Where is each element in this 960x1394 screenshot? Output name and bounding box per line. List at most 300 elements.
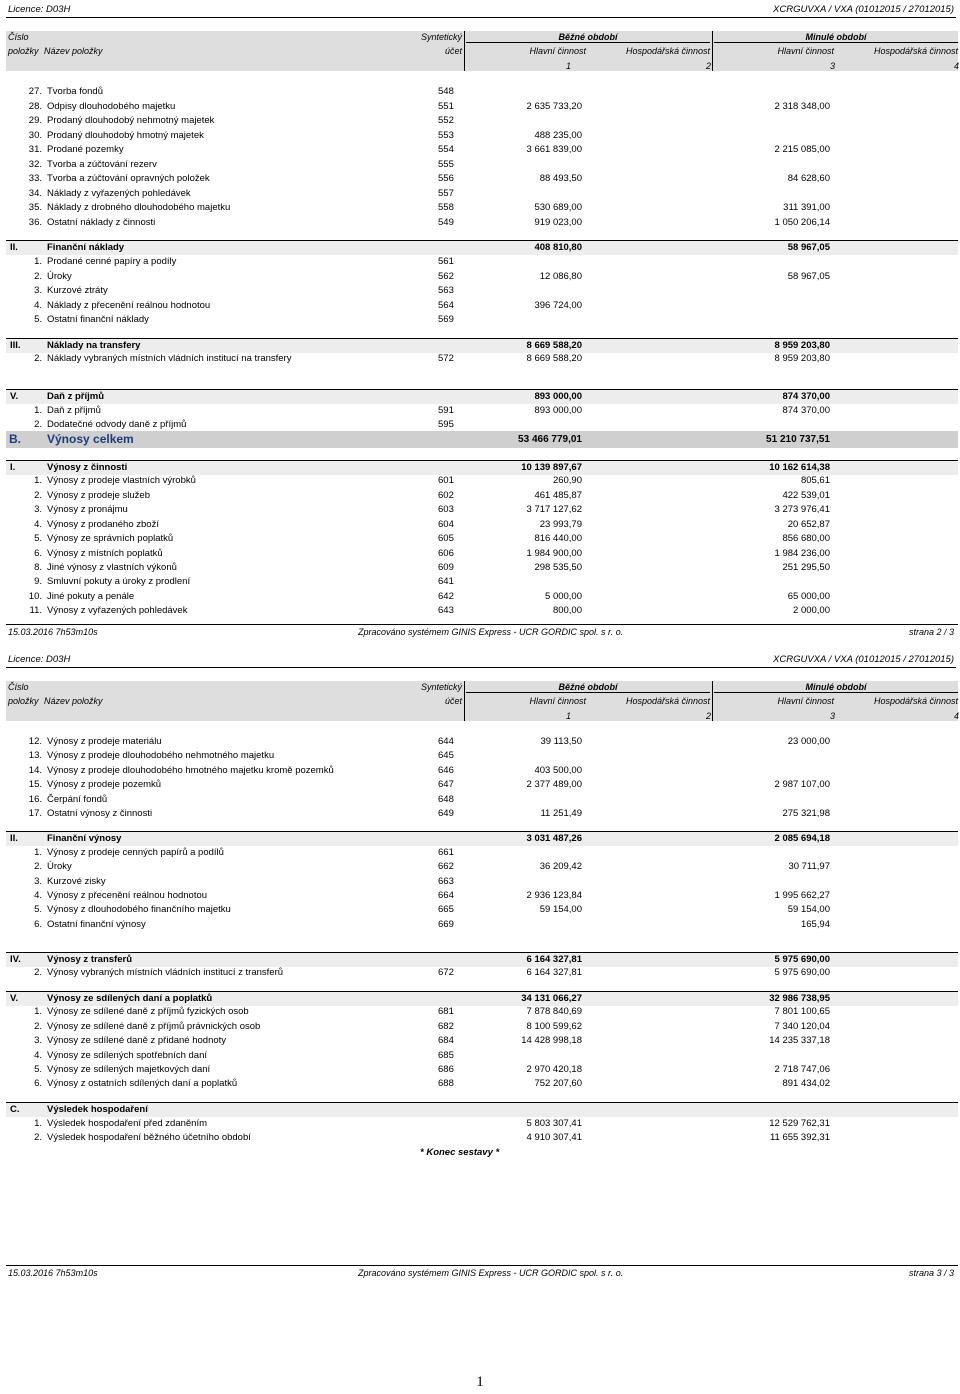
col-hlavni-minule: Hlavní činnost xyxy=(777,696,834,706)
row-value-current-main: 2 936 123,84 xyxy=(526,890,582,901)
header-rule xyxy=(6,667,956,668)
section-row xyxy=(6,240,958,255)
row-name: Výnosy z prodeje dlouhodobého hmotného majetku kromě pozemků xyxy=(47,765,334,776)
row-account: 645 xyxy=(438,750,454,761)
row-value-current-main: 6 164 327,81 xyxy=(526,954,582,965)
row-account: 688 xyxy=(438,1078,454,1089)
row-value-current-main: 800,00 xyxy=(552,605,582,616)
row-value-current-main: 10 139 897,67 xyxy=(521,462,582,473)
row-name: Úroky xyxy=(47,861,72,872)
col-nazev: Název položky xyxy=(44,46,103,56)
row-name: Smluvní pokuty a úroky z prodlení xyxy=(47,576,191,587)
row-value-previous-main: 7 801 100,65 xyxy=(774,1006,830,1017)
row-account: 602 xyxy=(438,490,454,501)
row-value-current-main: 12 086,80 xyxy=(539,271,582,282)
table-row xyxy=(6,735,958,749)
row-name: Dodatečné odvody daně z příjmů xyxy=(47,419,187,430)
col-bezne-obdobi: Běžné období xyxy=(466,32,710,43)
row-account: 553 xyxy=(438,130,454,141)
col-minule-obdobi: Minulé období xyxy=(714,32,958,43)
row-name: Výnosy z transferů xyxy=(47,954,132,965)
row-value-previous-main: 2 987 107,00 xyxy=(774,779,830,790)
table-row xyxy=(6,299,958,313)
footer-system: Zpracováno systémem GINIS Express - UCR GORDIC spol. s r. o. xyxy=(358,1268,624,1278)
row-name: Prodané pozemky xyxy=(47,144,124,155)
section-row xyxy=(6,389,958,404)
row-name: Ostatní finanční výnosy xyxy=(47,919,146,930)
row-account: 609 xyxy=(438,562,454,573)
table-row xyxy=(6,284,958,298)
row-value-current-main: 488 235,00 xyxy=(534,130,582,141)
row-number: 33. xyxy=(28,173,42,184)
row-name: Výnosy z dlouhodobého finančního majetku xyxy=(47,904,231,915)
col-index-2: 2 xyxy=(706,61,712,71)
row-name: Výnosy ze sdílené daně z příjmů právnických osob xyxy=(47,1021,261,1032)
table-row xyxy=(6,158,958,172)
row-name: Náklady na transfery xyxy=(47,340,141,351)
table-row xyxy=(6,561,958,575)
row-account: 664 xyxy=(438,890,454,901)
row-account: 649 xyxy=(438,808,454,819)
report-id-label: XCRGUVXA / VXA (01012015 / 27012015) xyxy=(773,654,954,665)
row-value-current-main: 8 669 588,20 xyxy=(526,353,582,364)
row-value-previous-main: 2 318 348,00 xyxy=(774,101,830,112)
row-value-current-main: 403 500,00 xyxy=(534,765,582,776)
col-index-1: 1 xyxy=(566,711,572,721)
row-account: 561 xyxy=(438,256,454,267)
column-header xyxy=(6,31,958,71)
row-number: 5. xyxy=(34,1064,42,1075)
row-number: 5. xyxy=(34,904,42,915)
row-value-previous-main: 7 340 120,04 xyxy=(774,1021,830,1032)
row-number: 34. xyxy=(28,188,42,199)
col-ucet: účet xyxy=(444,46,462,56)
row-value-current-main: 2 970 420,18 xyxy=(526,1064,582,1075)
row-name: Náklady z vyřazených pohledávek xyxy=(47,188,191,199)
footer-page: strana 2 / 3 xyxy=(908,627,954,637)
row-name: Výnosy z pronájmu xyxy=(47,504,128,515)
row-name: Výnosy ze sdílených spotřebních daní xyxy=(47,1050,208,1061)
row-name: Odpisy dlouhodobého majetku xyxy=(47,101,176,112)
table-row xyxy=(6,489,958,503)
table-row xyxy=(6,793,958,807)
row-number: 11. xyxy=(29,605,42,616)
row-number: 3. xyxy=(34,504,42,515)
row-name: Výnosy z prodeje dlouhodobého nehmotného majetku xyxy=(47,750,275,761)
section-row xyxy=(6,338,958,353)
row-value-current-main: 23 993,79 xyxy=(539,519,582,530)
row-value-current-main: 7 878 840,69 xyxy=(526,1006,582,1017)
col-cislo: Číslo xyxy=(8,682,29,692)
col-polozky: položky xyxy=(8,696,39,706)
col-hlavni-bezne: Hlavní činnost xyxy=(529,696,586,706)
table-row xyxy=(6,547,958,561)
row-account: 548 xyxy=(438,86,454,97)
col-hlavni-minule: Hlavní činnost xyxy=(777,46,834,56)
table-row xyxy=(6,1131,958,1145)
footer-date: 15.03.2016 7h53m10s xyxy=(8,627,98,637)
report-id-label: XCRGUVXA / VXA (01012015 / 27012015) xyxy=(773,4,954,15)
col-ucet: účet xyxy=(444,696,462,706)
row-name: Výnosy z ostatních sdílených daní a poplatků xyxy=(47,1078,238,1089)
row-value-previous-main: 5 975 690,00 xyxy=(774,967,830,978)
row-value-current-main: 752 207,60 xyxy=(534,1078,582,1089)
row-value-previous-main: 3 273 976,41 xyxy=(774,504,830,515)
table-row xyxy=(6,1005,958,1019)
row-number: 1. xyxy=(34,1118,42,1129)
row-account: 642 xyxy=(438,591,454,602)
row-number: II. xyxy=(10,242,18,253)
row-value-previous-main: 874 370,00 xyxy=(782,391,830,402)
row-value-previous-main: 2 718 747,06 xyxy=(774,1064,830,1075)
row-value-current-main: 2 635 733,20 xyxy=(526,101,582,112)
col-index-3: 3 xyxy=(830,61,836,71)
row-name: Náklady z drobného dlouhodobého majetku xyxy=(47,202,231,213)
table-row xyxy=(6,749,958,763)
row-value-previous-main: 59 154,00 xyxy=(787,904,830,915)
table-row xyxy=(6,114,958,128)
table-row xyxy=(6,201,958,215)
row-value-previous-main: 8 959 203,80 xyxy=(774,340,830,351)
row-number: 30. xyxy=(28,130,42,141)
row-account: 686 xyxy=(438,1064,454,1075)
row-number: 1. xyxy=(34,256,42,267)
row-number: 1. xyxy=(34,475,42,486)
row-name: Výnosy z místních poplatků xyxy=(47,548,163,559)
row-value-previous-main: 874 370,00 xyxy=(782,405,830,416)
row-value-current-main: 34 131 066,27 xyxy=(521,993,582,1004)
licence-label: Licence: D03H xyxy=(8,4,71,15)
col-index-2: 2 xyxy=(706,711,712,721)
row-number: 2. xyxy=(34,861,42,872)
row-number: 29. xyxy=(28,115,42,126)
licence-label: Licence: D03H xyxy=(8,654,71,665)
row-number: 12. xyxy=(28,736,42,747)
row-value-current-main: 919 023,00 xyxy=(534,217,582,228)
section-row xyxy=(6,952,958,967)
table-row xyxy=(6,1117,958,1131)
row-account: 563 xyxy=(438,285,454,296)
row-account: 564 xyxy=(438,300,454,311)
table-row xyxy=(6,503,958,517)
table-row xyxy=(6,85,958,99)
table-row xyxy=(6,860,958,874)
row-value-current-main: 408 810,80 xyxy=(534,242,582,253)
row-value-current-main: 3 661 839,00 xyxy=(526,144,582,155)
col-index-4: 4 xyxy=(954,61,960,71)
row-number: 2. xyxy=(34,1021,42,1032)
row-number: II. xyxy=(10,833,18,844)
col-hosp-minule: Hospodářská činnost xyxy=(873,46,958,56)
row-number: 4. xyxy=(34,1050,42,1061)
table-row xyxy=(6,404,958,418)
row-value-previous-main: 311 391,00 xyxy=(783,202,830,213)
row-name: Výnosy z prodeje služeb xyxy=(47,490,150,501)
row-number: 5. xyxy=(34,314,42,325)
row-value-previous-main: 1 984 236,00 xyxy=(774,548,830,559)
row-number: I. xyxy=(10,462,16,473)
row-number: 35. xyxy=(28,202,42,213)
table-row xyxy=(6,532,958,546)
row-number: 8. xyxy=(34,562,42,573)
column-divider xyxy=(712,31,713,71)
row-number: 32. xyxy=(28,159,42,170)
end-of-report: * Konec sestavy * xyxy=(420,1147,500,1158)
col-synteticky: Syntetický xyxy=(420,32,462,42)
row-number: 28. xyxy=(28,101,42,112)
row-account: 663 xyxy=(438,876,454,887)
grand-total-row xyxy=(6,431,958,448)
row-number: B. xyxy=(9,432,21,446)
table-row xyxy=(6,764,958,778)
row-number: 5. xyxy=(34,533,42,544)
row-name: Výnosy z prodaného zboží xyxy=(47,519,159,530)
row-name: Prodané cenné papíry a podíly xyxy=(47,256,177,267)
row-name: Tvorba fondů xyxy=(47,86,103,97)
row-account: 605 xyxy=(438,533,454,544)
col-hlavni-bezne: Hlavní činnost xyxy=(529,46,586,56)
row-account: 641 xyxy=(438,576,454,587)
row-number: 15. xyxy=(28,779,42,790)
row-account: 662 xyxy=(438,861,454,872)
col-hosp-bezne: Hospodářská činnost xyxy=(625,46,710,56)
row-account: 661 xyxy=(438,847,454,858)
page-footer xyxy=(6,1265,958,1278)
row-value-previous-main: 2 215 085,00 xyxy=(774,144,830,155)
section-row xyxy=(6,991,958,1006)
row-account: 643 xyxy=(438,605,454,616)
table-row xyxy=(6,1063,958,1077)
row-value-previous-main: 805,61 xyxy=(800,475,830,486)
row-name: Ostatní náklady z činnosti xyxy=(47,217,156,228)
row-name: Výnosy z prodeje pozemků xyxy=(47,779,162,790)
row-number: 2. xyxy=(34,967,42,978)
table-row xyxy=(6,575,958,589)
row-value-current-main: 260,90 xyxy=(552,475,582,486)
row-number: 1. xyxy=(34,1006,42,1017)
table-row xyxy=(6,418,958,432)
row-number: 36. xyxy=(28,217,42,228)
row-value-previous-main: 856 680,00 xyxy=(782,533,830,544)
row-value-previous-main: 275 321,98 xyxy=(782,808,830,819)
row-value-current-main: 53 466 779,01 xyxy=(518,434,582,445)
table-row xyxy=(6,172,958,186)
row-value-previous-main: 32 986 738,95 xyxy=(769,993,830,1004)
section-row xyxy=(6,831,958,846)
row-account: 646 xyxy=(438,765,454,776)
row-account: 648 xyxy=(438,794,454,805)
row-value-previous-main: 14 235 337,18 xyxy=(769,1035,830,1046)
table-row xyxy=(6,518,958,532)
row-number: 6. xyxy=(34,548,42,559)
table-row xyxy=(6,604,958,618)
table-row xyxy=(6,778,958,792)
document-page-number: 1 xyxy=(476,1374,484,1390)
row-value-current-main: 893 000,00 xyxy=(534,405,582,416)
col-index-4: 4 xyxy=(954,711,960,721)
table-row xyxy=(6,255,958,269)
table-row xyxy=(6,1034,958,1048)
row-account: 556 xyxy=(438,173,454,184)
row-value-previous-main: 58 967,05 xyxy=(787,271,830,282)
row-number: 6. xyxy=(34,1078,42,1089)
row-value-previous-main: 251 295,50 xyxy=(782,562,830,573)
row-number: 31. xyxy=(28,144,42,155)
row-number: 16. xyxy=(28,794,42,805)
row-name: Prodaný dlouhodobý nehmotný majetek xyxy=(47,115,215,126)
row-name: Výsledek hospodaření před zdaněním xyxy=(47,1118,208,1129)
row-value-previous-main: 12 529 762,31 xyxy=(769,1118,830,1129)
col-index-1: 1 xyxy=(566,61,572,71)
row-name: Výnosy z prodeje vlastních výrobků xyxy=(47,475,196,486)
table-row xyxy=(6,1077,958,1091)
row-value-previous-main: 20 652,87 xyxy=(787,519,830,530)
row-value-current-main: 8 669 588,20 xyxy=(526,340,582,351)
row-value-previous-main: 2 085 694,18 xyxy=(774,833,830,844)
row-account: 681 xyxy=(438,1006,454,1017)
col-minule-obdobi: Minulé období xyxy=(714,682,958,693)
row-number: IV. xyxy=(10,954,21,965)
row-value-current-main: 396 724,00 xyxy=(534,300,582,311)
table-row xyxy=(6,187,958,201)
row-number: III. xyxy=(10,340,21,351)
row-value-current-main: 298 535,50 xyxy=(534,562,582,573)
row-value-current-main: 39 113,50 xyxy=(540,736,582,747)
row-account: 604 xyxy=(438,519,454,530)
col-polozky: položky xyxy=(8,46,39,56)
row-number: 1. xyxy=(34,405,42,416)
table-row xyxy=(6,352,958,366)
row-account: 549 xyxy=(438,217,454,228)
table-row xyxy=(6,100,958,114)
row-value-current-main: 5 803 307,41 xyxy=(526,1118,582,1129)
col-cislo: Číslo xyxy=(8,32,29,42)
footer-system: Zpracováno systémem GINIS Express - UCR GORDIC spol. s r. o. xyxy=(358,627,624,637)
row-account: 554 xyxy=(438,144,454,155)
row-name: Finanční náklady xyxy=(47,242,125,253)
col-index-3: 3 xyxy=(830,711,836,721)
row-name: Náklady z přecenění reálnou hodnotou xyxy=(47,300,211,311)
row-value-previous-main: 10 162 614,38 xyxy=(769,462,830,473)
row-number: 2. xyxy=(34,1132,42,1143)
col-bezne-obdobi: Běžné období xyxy=(466,682,710,693)
row-number: 10. xyxy=(28,591,42,602)
row-name: Ostatní finanční náklady xyxy=(47,314,149,325)
row-number: 4. xyxy=(34,300,42,311)
row-value-previous-main: 11 655 392,31 xyxy=(769,1132,830,1143)
row-number: 14. xyxy=(28,765,42,776)
row-name: Daň z příjmů xyxy=(47,391,105,402)
row-name: Výnosy ze sdílené daně z příjmů fyzických osob xyxy=(47,1006,249,1017)
row-value-current-main: 5 000,00 xyxy=(545,591,582,602)
row-number: 1. xyxy=(34,847,42,858)
row-number: 6. xyxy=(34,919,42,930)
col-hosp-bezne: Hospodářská činnost xyxy=(625,696,710,706)
row-account: 551 xyxy=(438,101,454,112)
col-synteticky: Syntetický xyxy=(420,682,462,692)
row-name: Jiné pokuty a penále xyxy=(47,591,135,602)
row-account: 569 xyxy=(438,314,454,325)
row-number: 3. xyxy=(34,876,42,887)
row-name: Úroky xyxy=(47,271,72,282)
table-row xyxy=(6,807,958,821)
row-name: Výnosy z prodeje cenných papírů a podílů xyxy=(47,847,224,858)
row-value-current-main: 4 910 307,41 xyxy=(526,1132,582,1143)
table-row xyxy=(6,918,958,932)
row-account: 552 xyxy=(438,115,454,126)
row-number: 4. xyxy=(34,890,42,901)
table-row xyxy=(6,1049,958,1063)
row-name: Ostatní výnosy z činnosti xyxy=(47,808,153,819)
table-row xyxy=(6,129,958,143)
row-value-previous-main: 1 050 206,14 xyxy=(774,217,830,228)
row-account: 601 xyxy=(438,475,454,486)
row-account: 595 xyxy=(438,419,454,430)
row-value-current-main: 36 209,42 xyxy=(539,861,582,872)
row-value-current-main: 893 000,00 xyxy=(534,391,582,402)
row-value-current-main: 11 251,49 xyxy=(540,808,582,819)
row-name: Výnosy ze sdílených majetkových daní xyxy=(47,1064,211,1075)
row-value-previous-main: 1 995 662,27 xyxy=(774,890,830,901)
row-value-previous-main: 23 000,00 xyxy=(787,736,830,747)
row-account: 606 xyxy=(438,548,454,559)
row-value-previous-main: 891 434,02 xyxy=(782,1078,830,1089)
row-value-previous-main: 30 711,97 xyxy=(788,861,830,872)
row-value-current-main: 3 031 487,26 xyxy=(526,833,582,844)
row-account: 558 xyxy=(438,202,454,213)
column-header xyxy=(6,681,958,721)
row-value-previous-main: 5 975 690,00 xyxy=(774,954,830,965)
row-number: V. xyxy=(10,993,19,1004)
row-name: Výnosy z činnosti xyxy=(47,462,128,473)
row-number: 2. xyxy=(34,353,42,364)
column-divider xyxy=(712,681,713,721)
row-number: 27. xyxy=(28,86,42,97)
row-value-current-main: 6 164 327,81 xyxy=(526,967,582,978)
row-name: Výnosy celkem xyxy=(47,432,134,446)
row-name: Výnosy z přecenění reálnou hodnotou xyxy=(47,890,208,901)
row-number: 3. xyxy=(34,285,42,296)
row-name: Výnosy z vyřazených pohledávek xyxy=(47,605,188,616)
table-row xyxy=(6,216,958,230)
row-name: Tvorba a zúčtování rezerv xyxy=(47,159,157,170)
row-name: Čerpání fondů xyxy=(47,794,108,805)
row-account: 682 xyxy=(438,1021,454,1032)
row-account: 644 xyxy=(438,736,454,747)
column-divider xyxy=(464,31,465,71)
col-hosp-minule: Hospodářská činnost xyxy=(873,696,958,706)
row-value-previous-main: 51 210 737,51 xyxy=(766,434,830,445)
row-name: Kurzové zisky xyxy=(47,876,106,887)
row-number: 2. xyxy=(34,271,42,282)
row-value-current-main: 461 485,87 xyxy=(534,490,582,501)
row-number: 13. xyxy=(28,750,42,761)
table-row xyxy=(6,903,958,917)
row-number: 4. xyxy=(34,519,42,530)
row-name: Výnosy ze správních poplatků xyxy=(47,533,174,544)
row-value-current-main: 816 440,00 xyxy=(534,533,582,544)
row-number: V. xyxy=(10,391,19,402)
row-name: Jiné výnosy z vlastních výkonů xyxy=(47,562,177,573)
row-number: 2. xyxy=(34,490,42,501)
row-account: 555 xyxy=(438,159,454,170)
footer-date: 15.03.2016 7h53m10s xyxy=(8,1268,98,1278)
row-name: Výnosy ze sdílených daní a poplatků xyxy=(47,993,213,1004)
row-value-previous-main: 58 967,05 xyxy=(787,242,830,253)
row-account: 572 xyxy=(438,353,454,364)
row-number: 17. xyxy=(28,808,42,819)
table-row xyxy=(6,143,958,157)
